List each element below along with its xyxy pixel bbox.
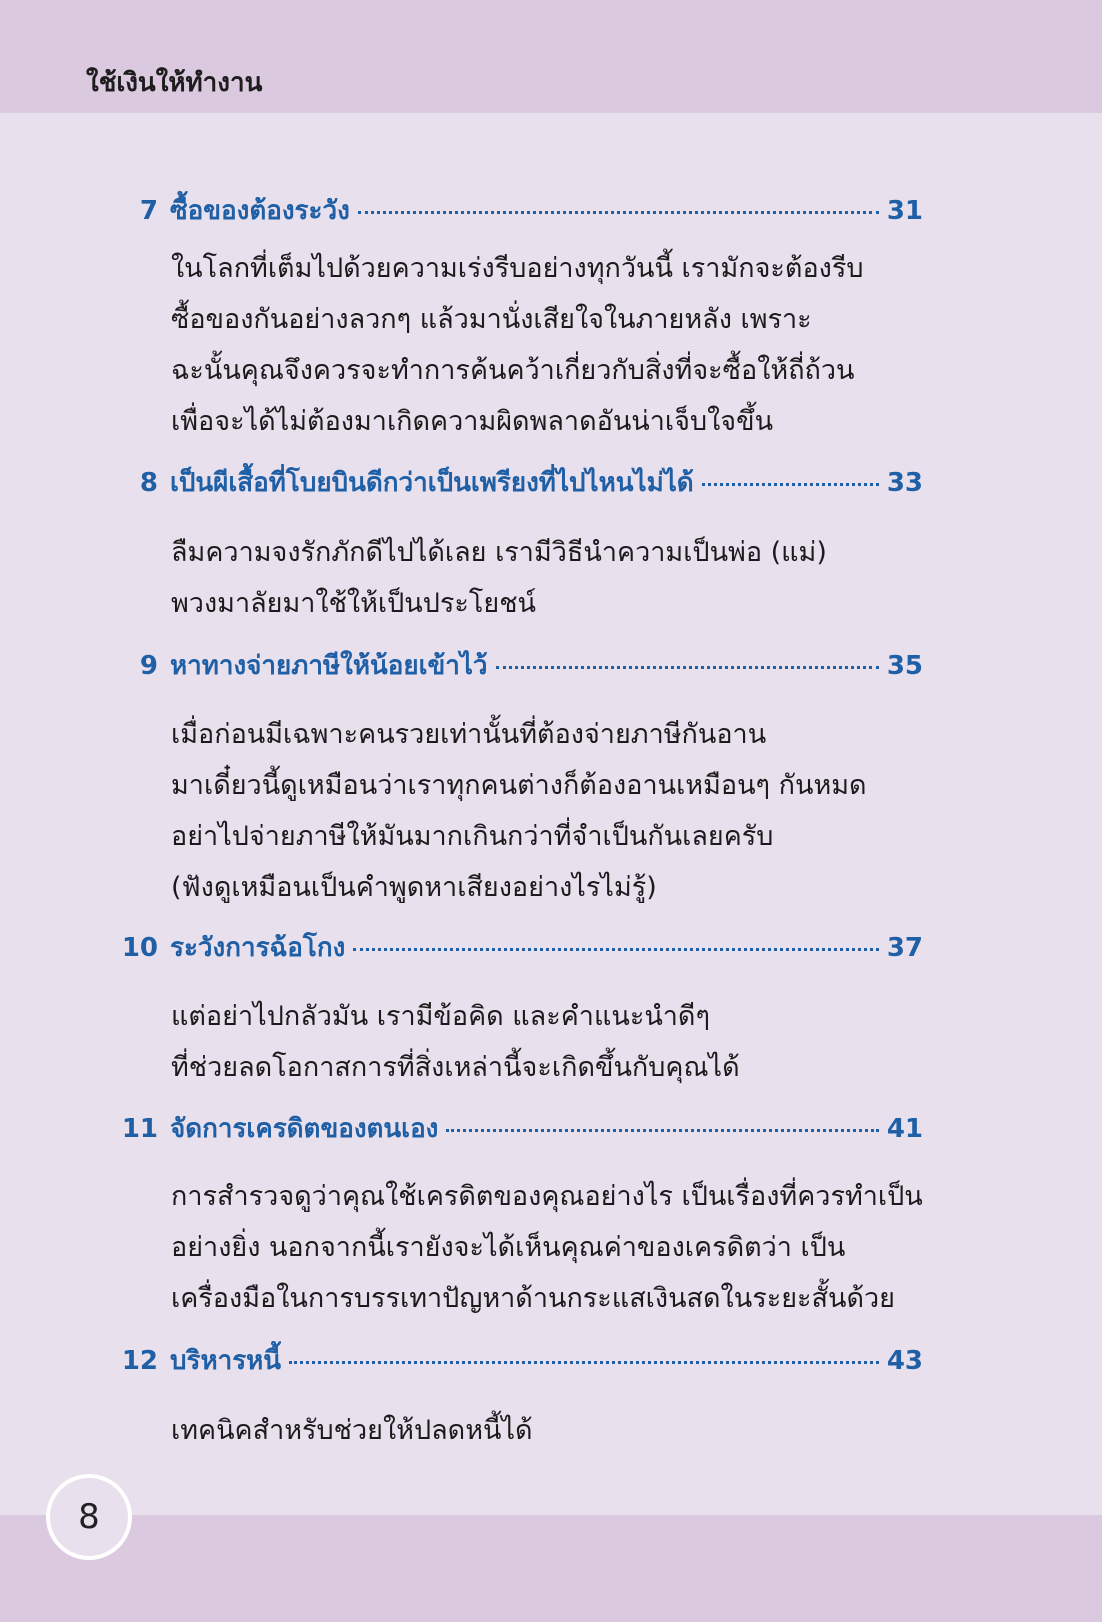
description-line: ที่ช่วยลดโอกาสการที่สิ่งเหล่านี้จะเกิดขึ้นกับคุณได้ bbox=[171, 1052, 740, 1083]
toc-entry-heading[interactable] bbox=[120, 645, 923, 685]
description-line: ลืมความจงรักภักดีไปได้เลย เรามีวิธีนำความเป็นพ่อ (แม่) bbox=[171, 537, 827, 568]
dot-leader bbox=[702, 483, 879, 486]
description-line: อย่างยิ่ง นอกจากนี้เรายังจะได้เห็นคุณค่าของเครดิตว่า เป็น bbox=[171, 1232, 846, 1263]
description-line: แต่อย่าไปกลัวมัน เรามีข้อคิด และคำแนะนำดีๆ bbox=[171, 1001, 710, 1032]
description-line: การสำรวจดูว่าคุณใช้เครดิตของคุณอย่างไร เป็นเรื่องที่ควรทำเป็น bbox=[171, 1181, 923, 1212]
toc-entry-page: 31 bbox=[886, 196, 923, 226]
toc-entry-description bbox=[171, 1171, 931, 1324]
description-line: (ฟังดูเหมือนเป็นคำพูดหาเสียงอย่างไรไม่รู้) bbox=[171, 872, 657, 903]
toc-entry-number: 8 bbox=[139, 468, 158, 498]
description-line: อย่าไปจ่ายภาษีให้มันมากเกินกว่าที่จำเป็นกันเลยครับ bbox=[171, 821, 774, 852]
description-line: ซื้อของกันอย่างลวกๆ แล้วมานั่งเสียใจในภายหลัง เพราะ bbox=[171, 304, 812, 335]
toc-entry-number: 9 bbox=[139, 651, 158, 681]
description-line: เทคนิคสำหรับช่วยให้ปลดหนี้ได้ bbox=[171, 1415, 533, 1446]
toc-entry-heading[interactable] bbox=[120, 1340, 923, 1380]
toc-entry-page: 35 bbox=[886, 651, 923, 681]
toc-entry-description bbox=[171, 527, 931, 629]
toc-entry-number: 7 bbox=[139, 196, 158, 226]
description-line: เมื่อก่อนมีเฉพาะคนรวยเท่านั้นที่ต้องจ่ายภาษีกันอาน bbox=[171, 719, 767, 750]
toc-entry-number: 10 bbox=[121, 933, 158, 963]
toc-entry-description bbox=[171, 709, 931, 913]
dot-leader bbox=[289, 1361, 879, 1364]
running-title: ใช้เงินให้ทำงาน bbox=[86, 68, 263, 98]
toc-entry-title: บริหารหนี้ bbox=[170, 1346, 282, 1376]
toc-entry-title: หาทางจ่ายภาษีให้น้อยเข้าไว้ bbox=[170, 651, 488, 681]
toc-entry-page: 37 bbox=[886, 933, 923, 963]
dot-leader bbox=[353, 948, 879, 951]
toc-entry-page: 33 bbox=[886, 468, 923, 498]
toc-entry-description bbox=[171, 991, 931, 1093]
toc-entry-number: 11 bbox=[121, 1114, 158, 1144]
toc-entry-title: เป็นผีเสื้อที่โบยบินดีกว่าเป็นเพรียงที่ไปไหนไม่ได้ bbox=[170, 468, 694, 498]
toc-entry-title: จัดการเครดิตของตนเอง bbox=[170, 1114, 439, 1144]
toc-entry-heading[interactable] bbox=[120, 462, 923, 502]
dot-leader bbox=[358, 211, 879, 214]
footer-band bbox=[0, 1515, 1102, 1622]
dot-leader bbox=[446, 1129, 878, 1132]
toc-entry-heading[interactable] bbox=[120, 1108, 923, 1148]
description-line: พวงมาลัยมาใช้ให้เป็นประโยชน์ bbox=[171, 588, 536, 619]
description-line: ฉะนั้นคุณจึงควรจะทำการค้นคว้าเกี่ยวกับสิ่งที่จะซื้อให้ถี่ถ้วน bbox=[171, 355, 855, 386]
toc-entry-page: 43 bbox=[886, 1346, 923, 1376]
toc-entry-title: ซื้อของต้องระวัง bbox=[170, 196, 350, 226]
description-line: เพื่อจะได้ไม่ต้องมาเกิดความผิดพลาดอันน่าเจ็บใจขึ้น bbox=[171, 406, 774, 437]
dot-leader bbox=[496, 666, 879, 669]
toc-entry-number: 12 bbox=[121, 1346, 158, 1376]
toc-entry-page: 41 bbox=[886, 1114, 923, 1144]
page-number: 8 bbox=[46, 1474, 132, 1560]
description-line: ในโลกที่เต็มไปด้วยความเร่งรีบอย่างทุกวันนี้ เรามักจะต้องรีบ bbox=[171, 253, 864, 284]
toc-entry-description bbox=[171, 243, 931, 447]
description-line: มาเดี๋ยวนี้ดูเหมือนว่าเราทุกคนต่างก็ต้องอานเหมือนๆ กันหมด bbox=[171, 770, 867, 801]
description-line: เครื่องมือในการบรรเทาปัญหาด้านกระแสเงินสดในระยะสั้นด้วย bbox=[171, 1283, 895, 1314]
toc-entry-title: ระวังการฉ้อโกง bbox=[170, 933, 346, 963]
toc-entry-heading[interactable] bbox=[120, 927, 923, 967]
toc-entry-heading[interactable] bbox=[120, 190, 923, 230]
toc-entry-description bbox=[171, 1405, 931, 1456]
